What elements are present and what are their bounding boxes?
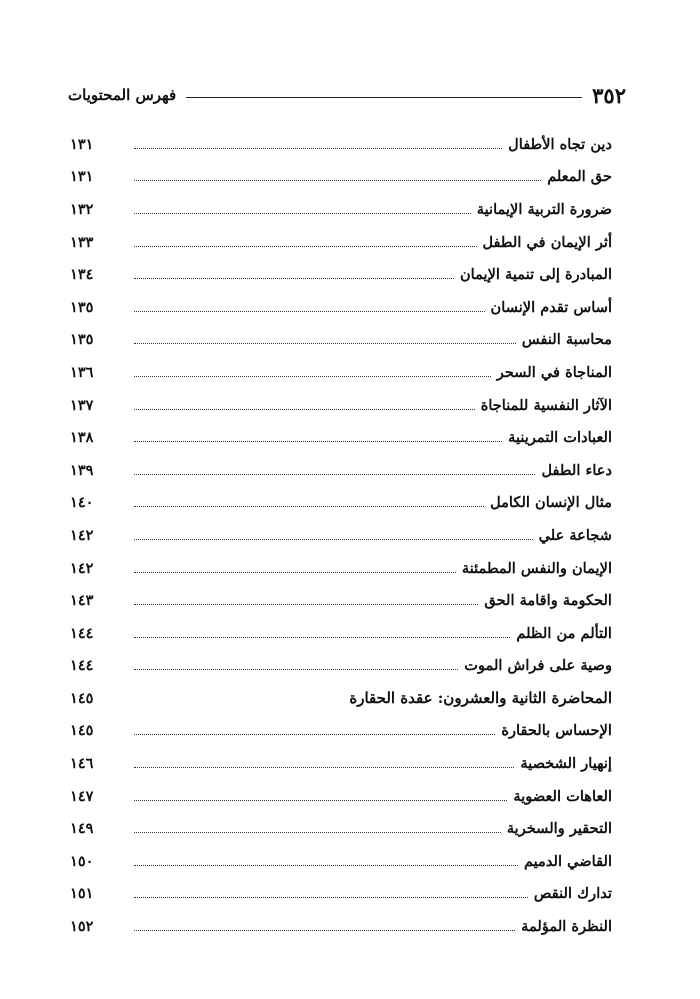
toc-entry bbox=[70, 193, 612, 226]
toc-entry bbox=[70, 161, 612, 194]
toc-entry-page: ١٥٢ bbox=[70, 918, 94, 936]
toc-entry-title: شجاعة علي bbox=[538, 526, 612, 544]
toc-entry-page: ١٤٤ bbox=[70, 624, 94, 642]
toc-entry-title: النظرة المؤلمة bbox=[521, 918, 612, 936]
dot-leader bbox=[134, 343, 516, 344]
toc-entry bbox=[70, 715, 612, 748]
header-rule bbox=[186, 97, 582, 98]
toc-entry-title: الآثار النفسية للمناجاة bbox=[480, 396, 612, 414]
toc-entry-title: القاضي الدميم bbox=[523, 852, 612, 870]
toc-entry-title: المبادرة إلى تنمية الإيمان bbox=[459, 266, 612, 284]
toc-entry-page: ١٣٢ bbox=[70, 200, 94, 218]
toc-entry bbox=[70, 845, 612, 878]
toc-entry-page: ١٣١ bbox=[70, 168, 94, 186]
toc-entry-title: العبادات التمرينية bbox=[508, 429, 612, 447]
toc-entry-page: ١٣٨ bbox=[70, 429, 94, 447]
toc-entry-page: ١٤٦ bbox=[70, 755, 94, 773]
toc-entry-page: ١٤٣ bbox=[70, 592, 94, 610]
toc-entry-page: ١٤٤ bbox=[70, 657, 94, 675]
toc-entry-page: ١٥١ bbox=[70, 885, 94, 903]
dot-leader bbox=[134, 148, 502, 149]
toc-entry bbox=[70, 812, 612, 845]
toc-entry-page: ١٤٥ bbox=[70, 722, 94, 740]
dot-leader bbox=[134, 832, 501, 833]
toc-entry-title: التحقير والسخرية bbox=[506, 820, 612, 838]
toc-entry-page: ١٣٥ bbox=[70, 298, 94, 316]
dot-leader bbox=[134, 897, 528, 898]
page-number: ٣٥٢ bbox=[592, 82, 626, 108]
toc-entry bbox=[70, 356, 612, 389]
dot-leader bbox=[134, 311, 485, 312]
toc-entry bbox=[70, 650, 612, 683]
toc-entry bbox=[70, 519, 612, 552]
toc-entry-page: ١٥٠ bbox=[70, 852, 94, 870]
toc-entry-title: المناجاة في السحر bbox=[496, 363, 612, 381]
toc-entry-title: دعاء الطفل bbox=[541, 461, 612, 479]
toc-entry-page: ١٣١ bbox=[70, 135, 94, 153]
toc-entry-page: ١٣٥ bbox=[70, 331, 94, 349]
toc-entry bbox=[70, 552, 612, 585]
toc-entry bbox=[70, 421, 612, 454]
toc-entry-title: أثر الإيمان في الطفل bbox=[482, 233, 612, 251]
toc-entry-title: المحاضرة الثانية والعشرون: عقدة الحقارة bbox=[349, 689, 612, 708]
toc-entry-page: ١٣٩ bbox=[70, 461, 94, 479]
toc-chapter-entry bbox=[70, 682, 612, 715]
toc-entry-title: الحكومة واقامة الحق bbox=[484, 592, 612, 610]
toc-entry-page: ١٣٦ bbox=[70, 363, 94, 381]
toc-entry-title: أساس تقدم الإنسان bbox=[490, 298, 612, 316]
dot-leader bbox=[134, 180, 541, 181]
dot-leader bbox=[134, 213, 471, 214]
toc-entry-page: ١٣٧ bbox=[70, 396, 94, 414]
toc-entry-title: العاهات العضوية bbox=[513, 787, 612, 805]
running-header bbox=[68, 80, 626, 110]
dot-leader bbox=[134, 604, 478, 605]
dot-leader bbox=[134, 669, 458, 670]
dot-leader bbox=[134, 474, 535, 475]
dot-leader bbox=[134, 506, 484, 507]
dot-leader bbox=[134, 246, 477, 247]
toc-entry-title: مثال الإنسان الكامل bbox=[490, 494, 612, 512]
toc-entry-page: ١٣٣ bbox=[70, 233, 94, 251]
toc-entry-page: ١٤٩ bbox=[70, 820, 94, 838]
running-title: فهرس المحتويات bbox=[68, 86, 177, 104]
toc-entry-page: ١٤٢ bbox=[70, 559, 94, 577]
toc-entry bbox=[70, 226, 612, 259]
toc-entry bbox=[70, 389, 612, 422]
toc-entry-page: ١٤٥ bbox=[70, 689, 94, 707]
dot-leader bbox=[134, 865, 518, 866]
toc-entry-page: ١٣٤ bbox=[70, 266, 94, 284]
dot-leader bbox=[134, 278, 454, 279]
toc-entry-page: ١٤٢ bbox=[70, 526, 94, 544]
toc-entry bbox=[70, 747, 612, 780]
toc-entry bbox=[70, 617, 612, 650]
toc-entry-title: التألم من الظلم bbox=[516, 624, 612, 642]
dot-leader bbox=[134, 930, 515, 931]
toc-entry-title: دين تجاه الأطفال bbox=[508, 135, 612, 153]
toc-entry bbox=[70, 324, 612, 357]
toc-entry bbox=[70, 454, 612, 487]
toc-entry-title: حق المعلم bbox=[547, 168, 612, 186]
dot-leader bbox=[134, 539, 533, 540]
table-of-contents bbox=[70, 128, 612, 943]
toc-entry bbox=[70, 910, 612, 943]
toc-entry-title: الإحساس بالحقارة bbox=[501, 722, 612, 740]
toc-entry-page: ١٤٧ bbox=[70, 787, 94, 805]
toc-entry bbox=[70, 878, 612, 911]
dot-leader bbox=[134, 767, 514, 768]
dot-leader bbox=[134, 409, 475, 410]
toc-entry-title: وصية على فراش الموت bbox=[464, 657, 612, 675]
dot-leader bbox=[134, 637, 510, 638]
toc-entry bbox=[70, 487, 612, 520]
toc-entry bbox=[70, 258, 612, 291]
toc-entry-title: الإيمان والنفس المطمئنة bbox=[461, 559, 612, 577]
toc-entry-title: محاسبة النفس bbox=[521, 331, 612, 349]
toc-entry bbox=[70, 128, 612, 161]
toc-entry-title: إنهيار الشخصية bbox=[520, 755, 612, 773]
toc-entry-title: تدارك النقص bbox=[533, 885, 612, 903]
toc-entry bbox=[70, 780, 612, 813]
dot-leader bbox=[134, 441, 502, 442]
dot-leader bbox=[134, 800, 507, 801]
dot-leader bbox=[134, 572, 456, 573]
toc-entry bbox=[70, 291, 612, 324]
dot-leader bbox=[134, 376, 491, 377]
toc-entry-title: ضرورة التربية الإيمانية bbox=[476, 200, 612, 218]
toc-entry bbox=[70, 584, 612, 617]
dot-leader bbox=[134, 734, 495, 735]
toc-entry-page: ١٤٠ bbox=[70, 494, 94, 512]
